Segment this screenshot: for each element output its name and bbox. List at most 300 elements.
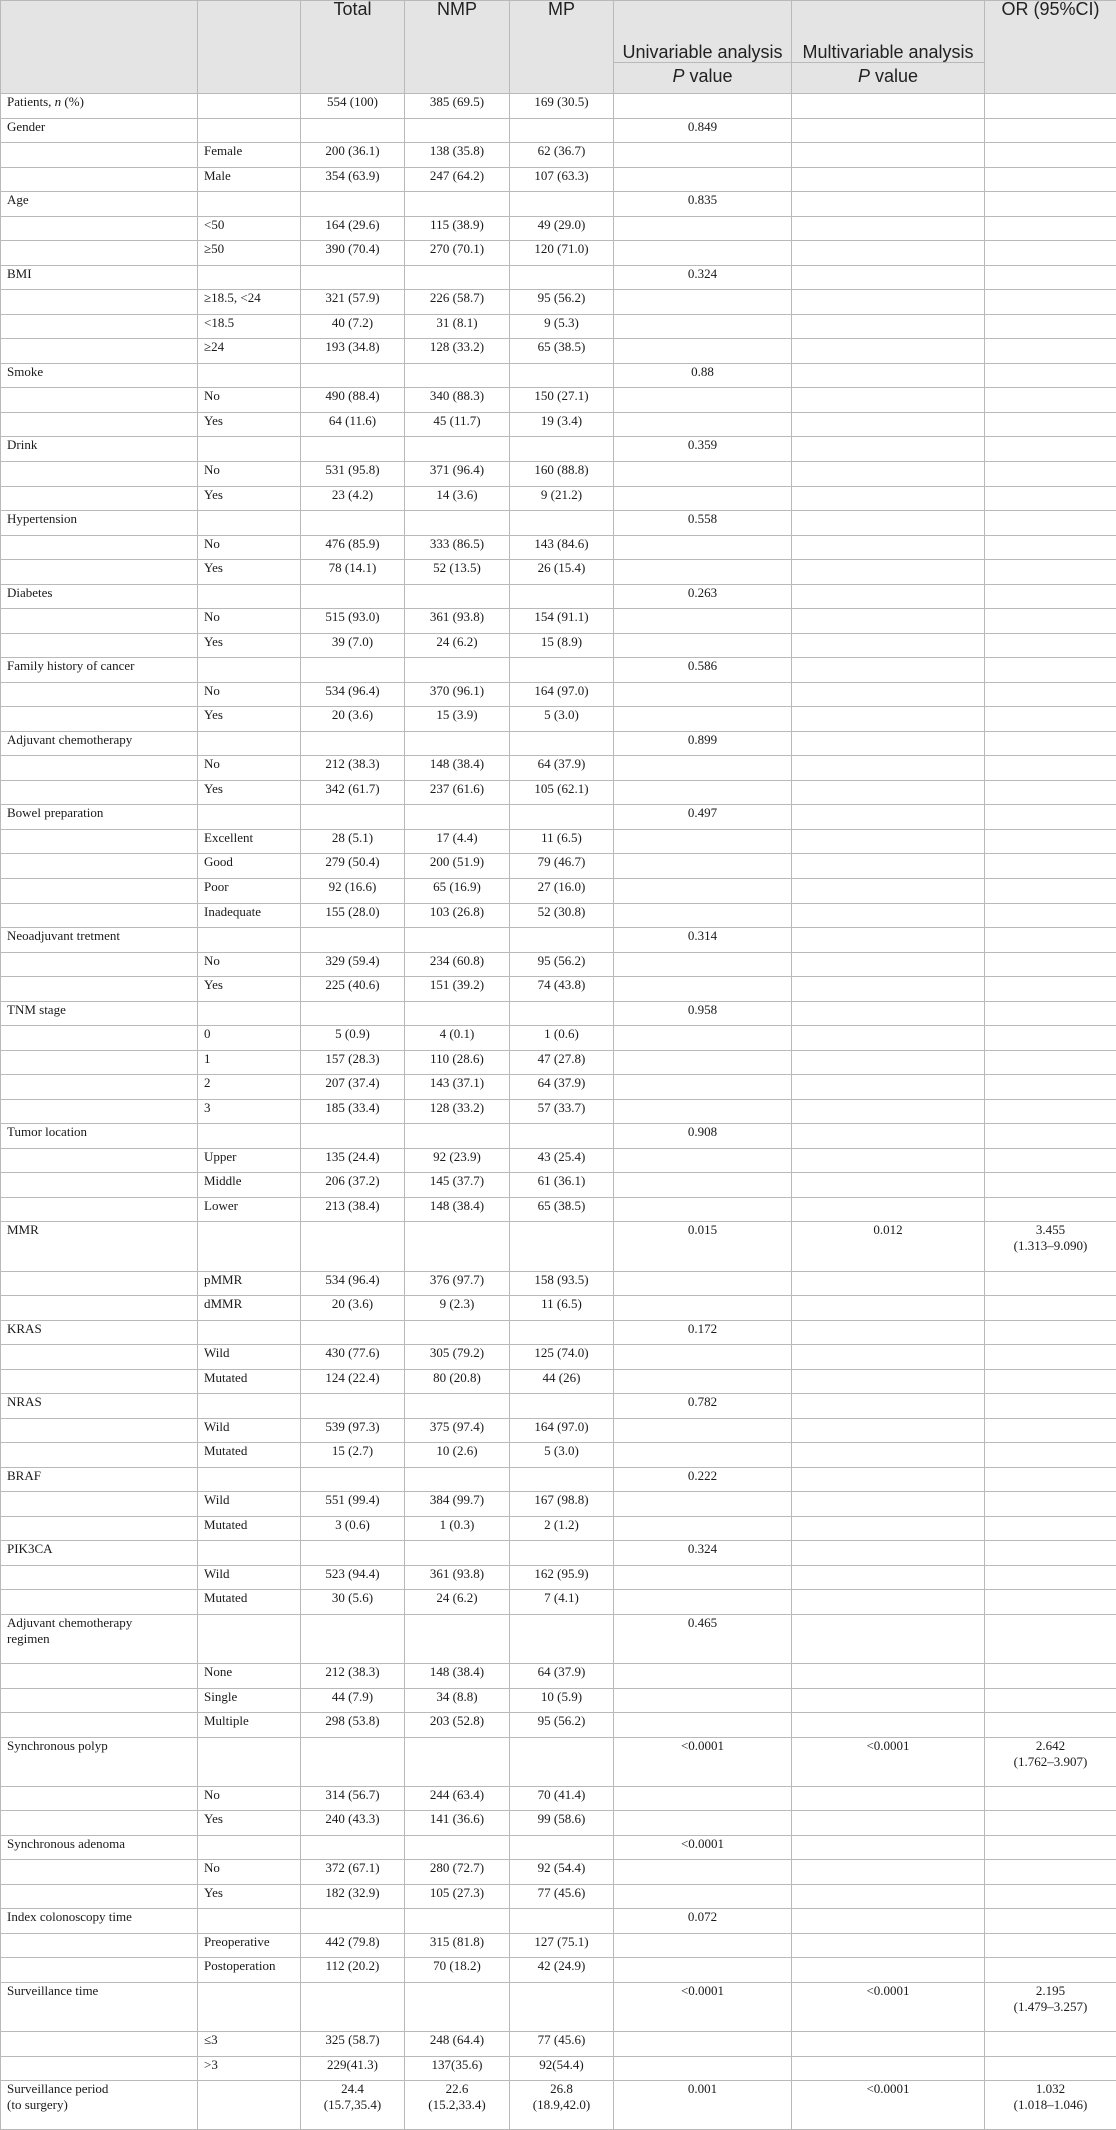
row-label [1,682,198,707]
cell-multivariable-p [792,1688,985,1713]
row-label: Adjuvant chemotherapy [1,731,198,756]
cell-multivariable-p [792,805,985,830]
cell-mp: 105 (62.1) [510,780,614,805]
table-row [1,1271,1116,1296]
cell-mp: 150 (27.1) [510,388,614,413]
cell-multivariable-p [792,780,985,805]
cell-nmp [405,1982,510,2031]
cell-mp: 79 (46.7) [510,854,614,879]
cell-total [301,1124,405,1149]
cell-mp [510,1835,614,1860]
row-sublabel [198,584,301,609]
table-row [1,216,1116,241]
cell-total: 24.4 (15.7,35.4) [301,2081,405,2130]
p-letter: P [672,66,684,86]
table-row [1,2081,1116,2130]
cell-multivariable-p [792,1443,985,1468]
cell-mp: 11 (6.5) [510,1296,614,1321]
cell-nmp [405,437,510,462]
row-label [1,2032,198,2057]
cell-mp [510,1909,614,1934]
table-row [1,143,1116,168]
row-sublabel: Yes [198,633,301,658]
cell-nmp: 148 (38.4) [405,1197,510,1222]
row-label: Smoke [1,363,198,388]
cell-or [985,1271,1116,1296]
row-label [1,1443,198,1468]
cell-multivariable-p [792,1345,985,1370]
cell-multivariable-p [792,1713,985,1738]
cell-mp: 70 (41.4) [510,1786,614,1811]
cell-univariable-p: 0.586 [614,658,792,683]
row-sublabel: ≥24 [198,339,301,364]
cell-mp: 125 (74.0) [510,1345,614,1370]
row-label: BRAF [1,1467,198,1492]
cell-total: 3 (0.6) [301,1516,405,1541]
row-label [1,1271,198,1296]
cell-or [985,658,1116,683]
cell-mp: 49 (29.0) [510,216,614,241]
cell-total: 534 (96.4) [301,682,405,707]
row-label [1,1050,198,1075]
cell-nmp [405,1001,510,1026]
cell-or [985,952,1116,977]
cell-mp: 27 (16.0) [510,879,614,904]
cell-or [985,1541,1116,1566]
cell-multivariable-p [792,1026,985,1051]
table-row [1,1099,1116,1124]
cell-or [985,1443,1116,1468]
cell-total: 515 (93.0) [301,609,405,634]
cell-nmp: 10 (2.6) [405,1443,510,1468]
cell-or [985,1688,1116,1713]
cell-nmp [405,192,510,217]
cell-or [985,1075,1116,1100]
table-row [1,1197,1116,1222]
row-sublabel: No [198,1786,301,1811]
cell-total: 30 (5.6) [301,1590,405,1615]
cell-nmp: 70 (18.2) [405,1958,510,1983]
cell-or [985,118,1116,143]
row-sublabel: Yes [198,486,301,511]
row-sublabel: Female [198,143,301,168]
cell-mp: 64 (37.9) [510,1664,614,1689]
row-label [1,1933,198,1958]
table-row [1,1884,1116,1909]
cell-nmp: 370 (96.1) [405,682,510,707]
cell-nmp: 248 (64.4) [405,2032,510,2057]
cell-mp: 162 (95.9) [510,1565,614,1590]
cell-or [985,2056,1116,2081]
cell-univariable-p: 0.958 [614,1001,792,1026]
cell-mp: 169 (30.5) [510,94,614,119]
cell-mp: 95 (56.2) [510,1713,614,1738]
cell-multivariable-p [792,1590,985,1615]
cell-total: 20 (3.6) [301,1296,405,1321]
row-label [1,314,198,339]
table-row [1,1614,1116,1663]
row-sublabel: Inadequate [198,903,301,928]
cell-univariable-p [614,1050,792,1075]
cell-univariable-p: <0.0001 [614,1982,792,2031]
cell-univariable-p [614,339,792,364]
cell-multivariable-p [792,167,985,192]
cell-total: 164 (29.6) [301,216,405,241]
table-row [1,1124,1116,1149]
cell-or [985,584,1116,609]
row-label [1,216,198,241]
cell-total: 157 (28.3) [301,1050,405,1075]
row-label [1,339,198,364]
cell-or [985,682,1116,707]
cell-mp [510,511,614,536]
cell-mp [510,1222,614,1271]
cell-or [985,437,1116,462]
cell-total: 124 (22.4) [301,1369,405,1394]
table-row [1,805,1116,830]
cell-univariable-p [614,94,792,119]
cell-multivariable-p [792,241,985,266]
table-row [1,2056,1116,2081]
cell-or [985,560,1116,585]
cell-mp: 143 (84.6) [510,535,614,560]
cell-total: 193 (34.8) [301,339,405,364]
row-sublabel [198,1909,301,1934]
cell-multivariable-p [792,192,985,217]
row-label [1,1345,198,1370]
cell-multivariable-p [792,363,985,388]
cell-or [985,1026,1116,1051]
cell-total [301,1909,405,1934]
row-sublabel: Excellent [198,829,301,854]
table-row [1,486,1116,511]
cell-mp: 64 (37.9) [510,1075,614,1100]
row-label [1,707,198,732]
row-sublabel: Upper [198,1148,301,1173]
row-label [1,829,198,854]
cell-mp [510,363,614,388]
header-mp: MP [510,1,614,94]
cell-multivariable-p [792,339,985,364]
table-row [1,192,1116,217]
cell-multivariable-p [792,854,985,879]
cell-univariable-p: 0.263 [614,584,792,609]
cell-mp [510,1467,614,1492]
row-label [1,1369,198,1394]
table-row [1,609,1116,634]
cell-total [301,265,405,290]
cell-total [301,1737,405,1786]
cell-mp: 47 (27.8) [510,1050,614,1075]
cell-or [985,363,1116,388]
table-row [1,265,1116,290]
cell-univariable-p [614,829,792,854]
row-sublabel [198,1222,301,1271]
cell-total: 5 (0.9) [301,1026,405,1051]
cell-mp: 164 (97.0) [510,1418,614,1443]
cell-univariable-p [614,1075,792,1100]
cell-total [301,658,405,683]
cell-multivariable-p [792,1884,985,1909]
cell-multivariable-p [792,1001,985,1026]
row-label [1,143,198,168]
cell-univariable-p [614,903,792,928]
cell-nmp: 237 (61.6) [405,780,510,805]
cell-univariable-p [614,609,792,634]
row-sublabel [198,1320,301,1345]
cell-mp [510,805,614,830]
cell-multivariable-p [792,388,985,413]
cell-mp [510,1737,614,1786]
row-sublabel [198,731,301,756]
cell-or [985,756,1116,781]
cell-or [985,290,1116,315]
cell-nmp: 15 (3.9) [405,707,510,732]
cell-total: 539 (97.3) [301,1418,405,1443]
cell-multivariable-p [792,2056,985,2081]
cell-multivariable-p [792,2032,985,2057]
row-sublabel: ≤3 [198,2032,301,2057]
cell-mp: 5 (3.0) [510,707,614,732]
row-label [1,1099,198,1124]
cell-total: 185 (33.4) [301,1099,405,1124]
cell-univariable-p [614,167,792,192]
cell-univariable-p [614,486,792,511]
cell-total: 212 (38.3) [301,1664,405,1689]
row-label [1,756,198,781]
table-row [1,1148,1116,1173]
row-sublabel: None [198,1664,301,1689]
cell-multivariable-p [792,1148,985,1173]
cell-multivariable-p [792,928,985,953]
cell-nmp [405,1835,510,1860]
header-multivariable-pvalue [792,63,985,94]
cell-univariable-p [614,290,792,315]
row-label [1,560,198,585]
cell-mp: 26.8 (18.9,42.0) [510,2081,614,2130]
cell-mp: 95 (56.2) [510,290,614,315]
cell-univariable-p: 0.497 [614,805,792,830]
row-sublabel: Mutated [198,1369,301,1394]
row-sublabel: Yes [198,412,301,437]
cell-or [985,339,1116,364]
cell-univariable-p: 0.835 [614,192,792,217]
cell-multivariable-p [792,94,985,119]
cell-total: 372 (67.1) [301,1860,405,1885]
cell-total: 531 (95.8) [301,461,405,486]
cell-mp: 64 (37.9) [510,756,614,781]
cell-nmp: 151 (39.2) [405,977,510,1002]
cell-total: 342 (61.7) [301,780,405,805]
cell-or [985,511,1116,536]
cell-nmp: 14 (3.6) [405,486,510,511]
cell-multivariable-p [792,560,985,585]
cell-mp: 44 (26) [510,1369,614,1394]
row-sublabel: Male [198,167,301,192]
cell-total: 240 (43.3) [301,1811,405,1836]
row-label: Adjuvant chemotherapy regimen [1,1614,198,1663]
cell-total: 430 (77.6) [301,1345,405,1370]
table-row [1,682,1116,707]
cell-univariable-p [614,1345,792,1370]
cell-or [985,1296,1116,1321]
row-label: NRAS [1,1394,198,1419]
table-row [1,1418,1116,1443]
cell-multivariable-p [792,1541,985,1566]
cell-multivariable-p [792,903,985,928]
cell-nmp: 138 (35.8) [405,143,510,168]
row-sublabel [198,94,301,119]
cell-nmp: 110 (28.6) [405,1050,510,1075]
cell-total: 279 (50.4) [301,854,405,879]
cell-multivariable-p [792,511,985,536]
row-label [1,1811,198,1836]
cell-or [985,1050,1116,1075]
cell-nmp [405,731,510,756]
cell-multivariable-p [792,1835,985,1860]
row-sublabel: ≥18.5, <24 [198,290,301,315]
cell-multivariable-p [792,1394,985,1419]
cell-total [301,731,405,756]
cell-multivariable-p [792,461,985,486]
cell-mp: 19 (3.4) [510,412,614,437]
table-row [1,1050,1116,1075]
cell-or [985,854,1116,879]
cell-univariable-p: 0.222 [614,1467,792,1492]
cell-univariable-p [614,682,792,707]
cell-nmp: 375 (97.4) [405,1418,510,1443]
cell-univariable-p [614,314,792,339]
cell-multivariable-p [792,1075,985,1100]
cell-total [301,511,405,536]
row-label: Tumor location [1,1124,198,1149]
cell-multivariable-p [792,535,985,560]
cell-nmp [405,1541,510,1566]
row-label [1,977,198,1002]
row-sublabel: Yes [198,707,301,732]
cell-multivariable-p [792,143,985,168]
cell-multivariable-p [792,1565,985,1590]
cell-total [301,363,405,388]
cell-nmp: 4 (0.1) [405,1026,510,1051]
cell-or [985,388,1116,413]
cell-or [985,412,1116,437]
cell-or [985,192,1116,217]
table-row [1,437,1116,462]
cell-nmp: 315 (81.8) [405,1933,510,1958]
row-sublabel [198,1001,301,1026]
row-sublabel: Good [198,854,301,879]
row-sublabel: Multiple [198,1713,301,1738]
cell-or [985,928,1116,953]
row-sublabel: Wild [198,1492,301,1517]
table-row [1,1713,1116,1738]
table-row [1,854,1116,879]
row-sublabel [198,265,301,290]
table-row [1,118,1116,143]
cell-mp [510,1001,614,1026]
row-sublabel: Postoperation [198,1958,301,1983]
cell-univariable-p [614,1148,792,1173]
row-sublabel: Poor [198,879,301,904]
table-row [1,412,1116,437]
cell-total [301,1835,405,1860]
cell-total: 551 (99.4) [301,1492,405,1517]
cell-total [301,1982,405,2031]
table-row [1,1369,1116,1394]
row-label: Synchronous adenoma [1,1835,198,1860]
cell-total [301,437,405,462]
cell-multivariable-p [792,682,985,707]
row-label [1,1026,198,1051]
table-row [1,1664,1116,1689]
table-row [1,241,1116,266]
cell-or [985,535,1116,560]
cell-or [985,1099,1116,1124]
cell-nmp: 200 (51.9) [405,854,510,879]
table-row [1,633,1116,658]
cell-total: 182 (32.9) [301,1884,405,1909]
cell-mp: 77 (45.6) [510,1884,614,1909]
cell-multivariable-p [792,1271,985,1296]
cell-or [985,780,1116,805]
cell-univariable-p [614,1590,792,1615]
cell-or [985,1958,1116,1983]
cell-multivariable-p [792,1124,985,1149]
cell-mp: 65 (38.5) [510,1197,614,1222]
row-label: Index colonoscopy time [1,1909,198,1934]
table-row [1,584,1116,609]
cell-nmp [405,511,510,536]
row-label [1,780,198,805]
header-nmp: NMP [405,1,510,94]
table-row [1,731,1116,756]
cell-mp: 15 (8.9) [510,633,614,658]
cell-or [985,1173,1116,1198]
cell-nmp [405,265,510,290]
cell-total: 390 (70.4) [301,241,405,266]
row-label: Family history of cancer [1,658,198,683]
cell-or: 2.642 (1.762–3.907) [985,1737,1116,1786]
cell-nmp [405,805,510,830]
cell-multivariable-p [792,412,985,437]
cell-total [301,1320,405,1345]
table-row [1,1320,1116,1345]
cell-nmp: 137(35.6) [405,2056,510,2081]
row-label [1,486,198,511]
cell-univariable-p: 0.172 [614,1320,792,1345]
row-sublabel: Preoperative [198,1933,301,1958]
cell-or: 1.032 (1.018–1.046) [985,2081,1116,2130]
row-label: Gender [1,118,198,143]
cell-multivariable-p [792,1909,985,1934]
cell-total: 92 (16.6) [301,879,405,904]
cell-univariable-p [614,1026,792,1051]
cell-or [985,903,1116,928]
cell-total [301,192,405,217]
row-label [1,609,198,634]
cell-total: 225 (40.6) [301,977,405,1002]
patients-label-suffix: (%) [61,94,84,109]
row-sublabel [198,805,301,830]
cell-nmp: 247 (64.2) [405,167,510,192]
row-sublabel [198,1737,301,1786]
cell-multivariable-p [792,658,985,683]
cell-univariable-p [614,241,792,266]
cell-univariable-p [614,1664,792,1689]
table-row [1,1296,1116,1321]
cell-nmp [405,1614,510,1663]
